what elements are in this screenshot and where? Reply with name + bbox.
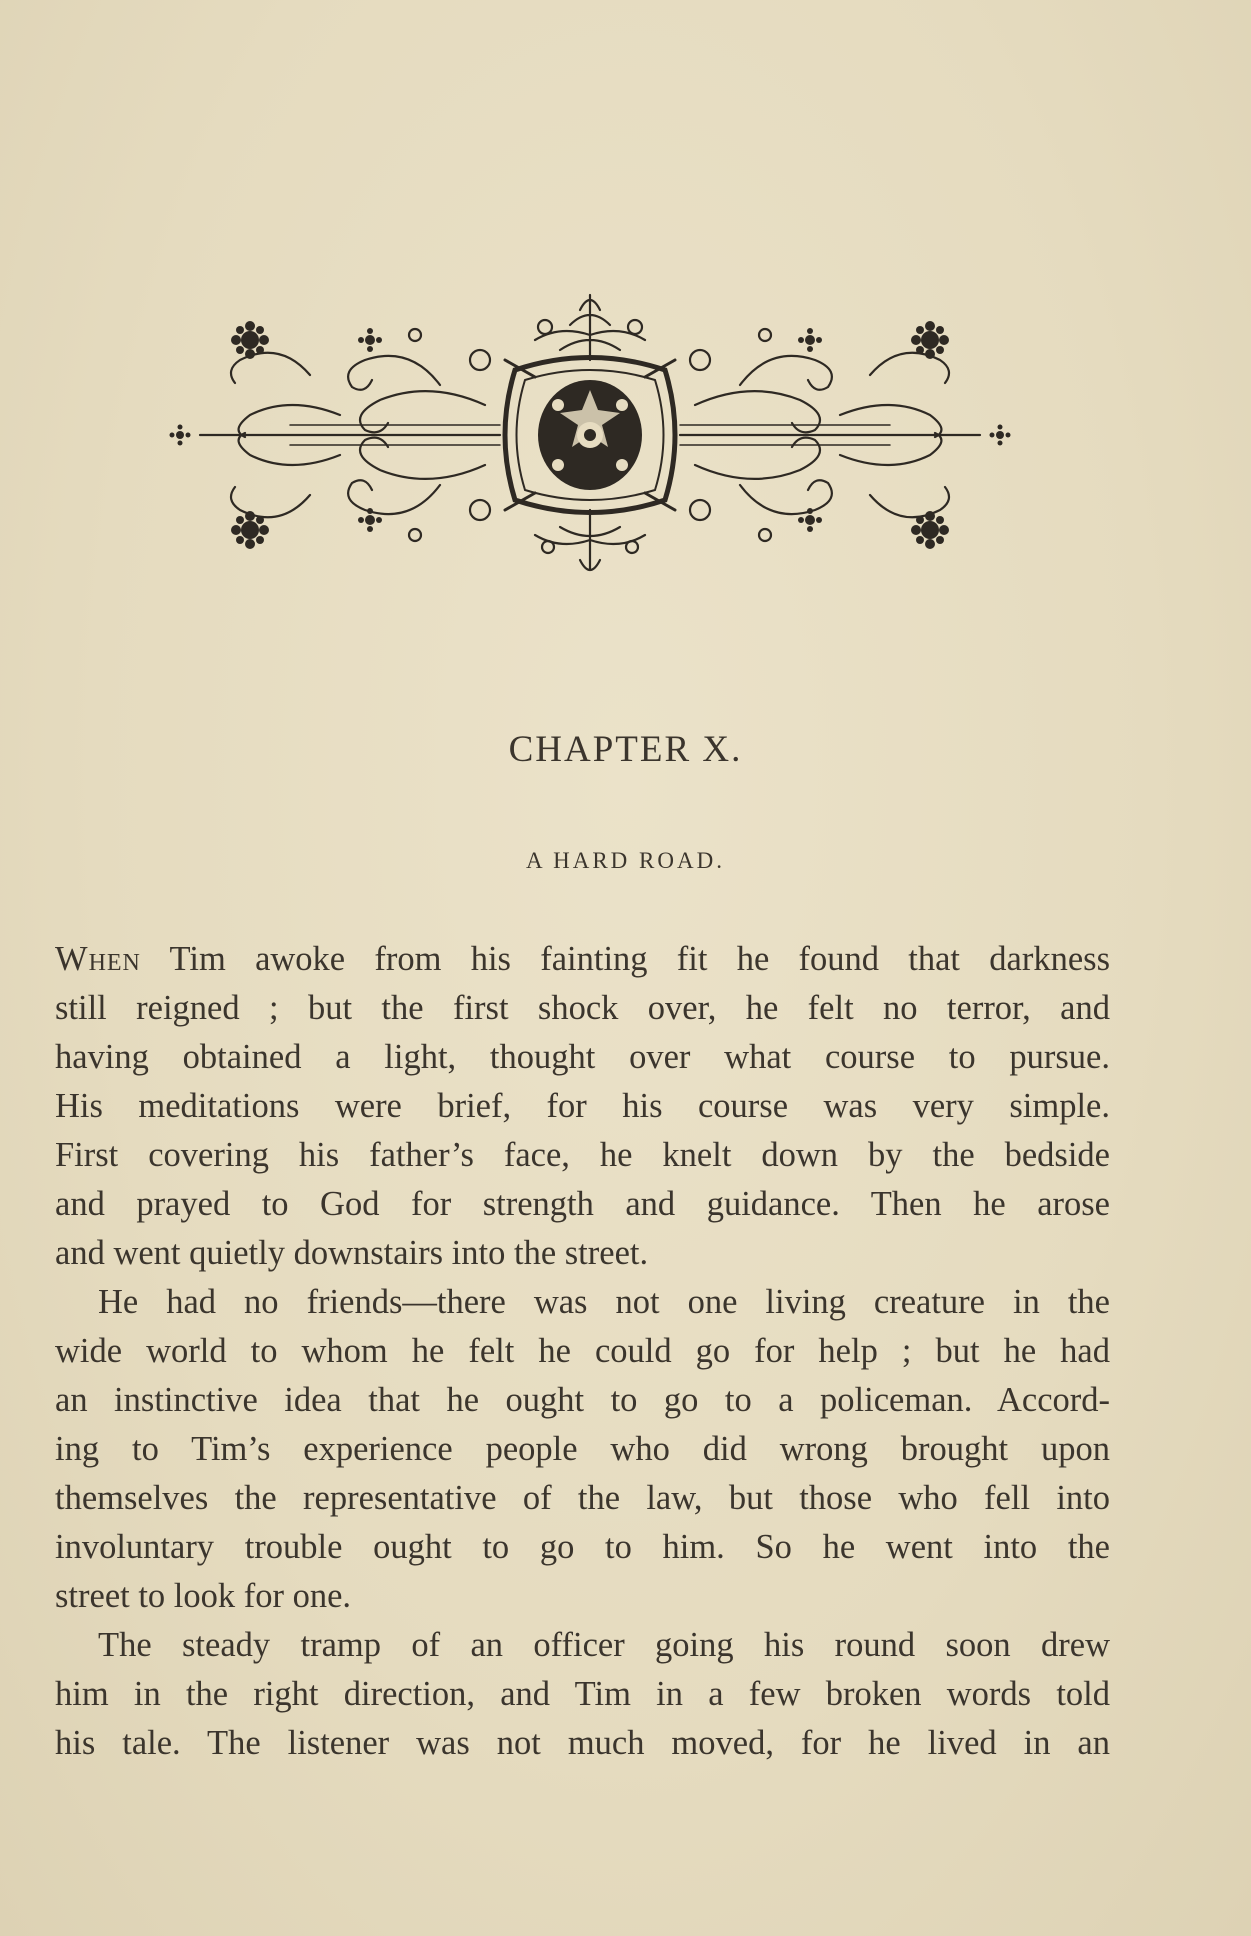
text-line: involuntary trouble ought to go to him. So he went into the [55, 1528, 1110, 1566]
text-line: and went quietly downstairs into the street. [55, 1234, 649, 1272]
paragraph-1 [55, 935, 1110, 1278]
text-line: street to look for one. [55, 1577, 352, 1615]
text-line: themselves the representative of the law, but those who fell into [55, 1479, 1110, 1517]
text-line: First covering his father’s face, he knelt down by the bedside [55, 1136, 1110, 1174]
paragraph-2 [55, 1278, 1110, 1621]
body-text [55, 935, 1110, 1768]
text-line: ing to Tim’s experience people who did wrong brought upon [55, 1430, 1110, 1468]
text-line: him in the right direction, and Tim in a few broken words told [55, 1675, 1110, 1713]
text-line: wide world to whom he felt he could go for help ; but he had [55, 1332, 1110, 1370]
chapter-subtitle: A HARD ROAD. [526, 848, 725, 873]
paragraph-3 [55, 1621, 1110, 1768]
text-line: his tale. The listener was not much moved, for he lived in an [55, 1724, 1110, 1762]
text-line: having obtained a light, thought over what course to pursue. [55, 1038, 1110, 1076]
text-line: When Tim awoke from his fainting fit he found that darkness [55, 940, 1110, 978]
drop-lead-word: When [55, 940, 141, 978]
text-line: The steady tramp of an officer going his round soon drew [98, 1626, 1110, 1664]
chapter-title: CHAPTER X. [508, 729, 743, 770]
text-line: He had no friends—there was not one living creature in the [98, 1283, 1110, 1321]
text-line: and prayed to God for strength and guidance. Then he arose [55, 1185, 1110, 1223]
chapter-ornament-icon [140, 265, 1040, 605]
text-line: His meditations were brief, for his course was very simple. [55, 1087, 1110, 1125]
text-line: an instinctive idea that he ought to go to a policeman. Accord- [55, 1381, 1110, 1419]
text-line: still reigned ; but the first shock over, he felt no terror, and [55, 989, 1110, 1027]
